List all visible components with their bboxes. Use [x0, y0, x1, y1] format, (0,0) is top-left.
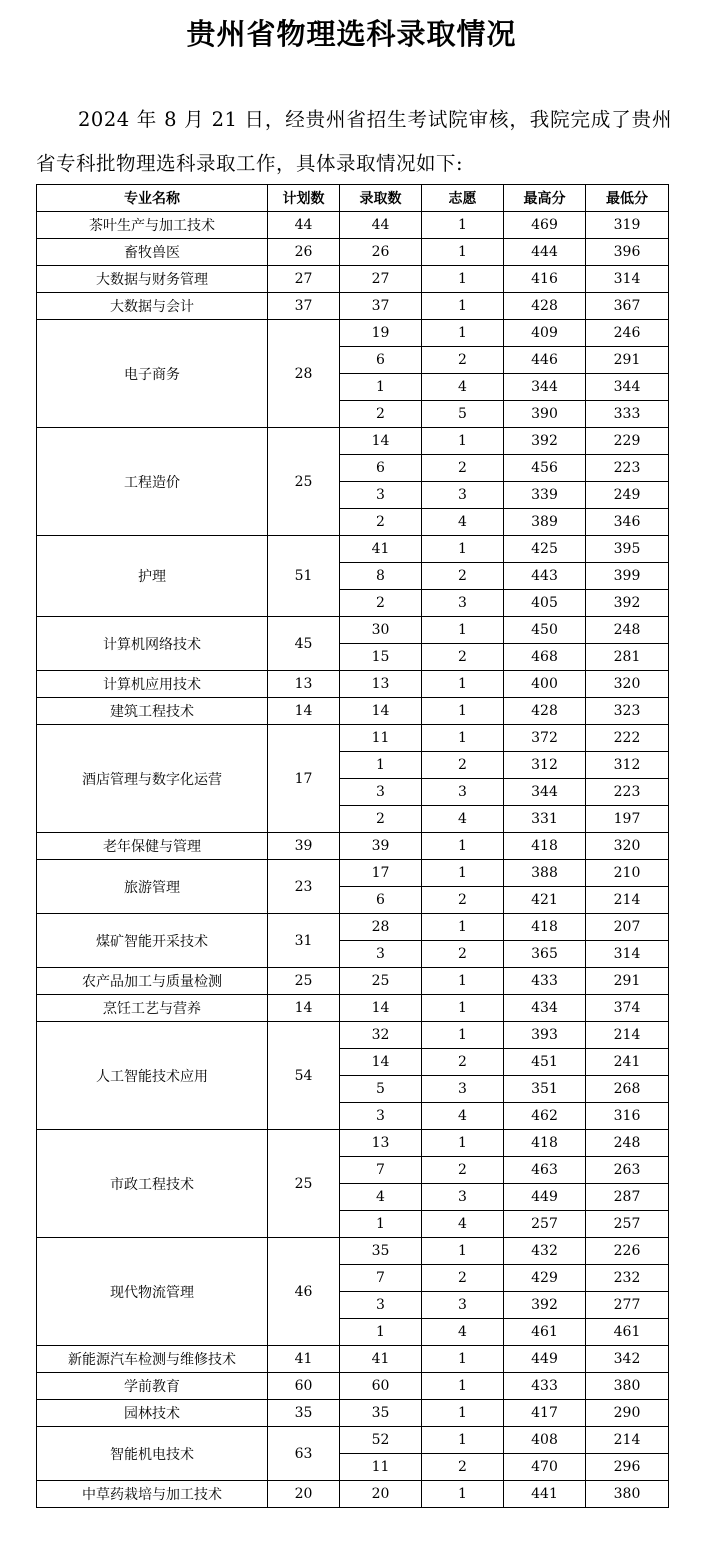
table-row — [37, 914, 669, 941]
min-score-cell: 314 — [586, 941, 669, 968]
max-score-cell: 390 — [504, 401, 586, 428]
table-row — [37, 1373, 669, 1400]
preference-cell: 4 — [422, 1103, 504, 1130]
max-score-cell: 429 — [504, 1265, 586, 1292]
max-score-cell: 351 — [504, 1076, 586, 1103]
admission-table — [36, 184, 669, 1508]
plan-count-cell: 41 — [268, 1346, 340, 1373]
preference-cell: 1 — [422, 320, 504, 347]
preference-cell: 1 — [422, 860, 504, 887]
plan-count-cell: 17 — [268, 725, 340, 833]
major-name-cell: 建筑工程技术 — [37, 698, 268, 725]
preference-cell: 2 — [422, 644, 504, 671]
max-score-cell: 417 — [504, 1400, 586, 1427]
min-score-cell: 346 — [586, 509, 669, 536]
table-row — [37, 968, 669, 995]
table-header-row — [37, 185, 669, 212]
admitted-count-cell: 13 — [340, 671, 422, 698]
admitted-count-cell: 3 — [340, 941, 422, 968]
major-name-cell: 畜牧兽医 — [37, 239, 268, 266]
min-score-cell: 399 — [586, 563, 669, 590]
admitted-count-cell: 30 — [340, 617, 422, 644]
admitted-count-cell: 41 — [340, 536, 422, 563]
major-name-cell: 新能源汽车检测与维修技术 — [37, 1346, 268, 1373]
min-score-cell: 257 — [586, 1211, 669, 1238]
min-score-cell: 291 — [586, 968, 669, 995]
min-score-cell: 248 — [586, 1130, 669, 1157]
min-score-cell: 229 — [586, 428, 669, 455]
table-row — [37, 1238, 669, 1265]
min-score-cell: 344 — [586, 374, 669, 401]
admitted-count-cell: 39 — [340, 833, 422, 860]
min-score-cell: 223 — [586, 779, 669, 806]
preference-cell: 3 — [422, 590, 504, 617]
plan-count-cell: 37 — [268, 293, 340, 320]
max-score-cell: 428 — [504, 698, 586, 725]
plan-count-cell: 23 — [268, 860, 340, 914]
plan-count-cell: 51 — [268, 536, 340, 617]
major-name-cell: 工程造价 — [37, 428, 268, 536]
plan-count-cell: 20 — [268, 1481, 340, 1508]
max-score-cell: 331 — [504, 806, 586, 833]
min-score-cell: 241 — [586, 1049, 669, 1076]
max-score-cell: 469 — [504, 212, 586, 239]
preference-cell: 1 — [422, 671, 504, 698]
major-name-cell: 农产品加工与质量检测 — [37, 968, 268, 995]
max-score-cell: 432 — [504, 1238, 586, 1265]
min-score-cell: 214 — [586, 1427, 669, 1454]
admitted-count-cell: 2 — [340, 590, 422, 617]
min-score-cell: 214 — [586, 1022, 669, 1049]
max-score-cell: 449 — [504, 1184, 586, 1211]
max-score-cell: 449 — [504, 1346, 586, 1373]
preference-cell: 1 — [422, 428, 504, 455]
preference-cell: 4 — [422, 374, 504, 401]
major-name-cell: 电子商务 — [37, 320, 268, 428]
min-score-cell: 197 — [586, 806, 669, 833]
max-score-cell: 434 — [504, 995, 586, 1022]
min-score-cell: 374 — [586, 995, 669, 1022]
preference-cell: 1 — [422, 1022, 504, 1049]
min-score-cell: 287 — [586, 1184, 669, 1211]
preference-cell: 2 — [422, 1157, 504, 1184]
preference-cell: 1 — [422, 1346, 504, 1373]
max-score-cell: 393 — [504, 1022, 586, 1049]
admitted-count-cell: 6 — [340, 347, 422, 374]
max-score-cell: 421 — [504, 887, 586, 914]
min-score-cell: 314 — [586, 266, 669, 293]
admitted-count-cell: 11 — [340, 725, 422, 752]
min-score-cell: 461 — [586, 1319, 669, 1346]
plan-count-cell: 35 — [268, 1400, 340, 1427]
admitted-count-cell: 17 — [340, 860, 422, 887]
max-score-cell: 433 — [504, 968, 586, 995]
min-score-cell: 395 — [586, 536, 669, 563]
min-score-cell: 392 — [586, 590, 669, 617]
major-name-cell: 计算机应用技术 — [37, 671, 268, 698]
preference-cell: 1 — [422, 1373, 504, 1400]
admitted-count-cell: 14 — [340, 428, 422, 455]
preference-cell: 1 — [422, 1400, 504, 1427]
major-name-cell: 中草药栽培与加工技术 — [37, 1481, 268, 1508]
admitted-count-cell: 20 — [340, 1481, 422, 1508]
preference-cell: 2 — [422, 1454, 504, 1481]
table-row — [37, 860, 669, 887]
min-score-cell: 248 — [586, 617, 669, 644]
min-score-cell: 312 — [586, 752, 669, 779]
min-score-cell: 207 — [586, 914, 669, 941]
preference-cell: 3 — [422, 1076, 504, 1103]
min-score-cell: 380 — [586, 1481, 669, 1508]
min-score-cell: 319 — [586, 212, 669, 239]
min-score-cell: 290 — [586, 1400, 669, 1427]
admitted-count-cell: 25 — [340, 968, 422, 995]
max-score-cell: 418 — [504, 833, 586, 860]
admitted-count-cell: 8 — [340, 563, 422, 590]
admitted-count-cell: 60 — [340, 1373, 422, 1400]
table-row — [37, 995, 669, 1022]
max-score-cell: 389 — [504, 509, 586, 536]
min-score-cell: 232 — [586, 1265, 669, 1292]
preference-cell: 1 — [422, 725, 504, 752]
max-score-cell: 444 — [504, 239, 586, 266]
max-score-cell: 388 — [504, 860, 586, 887]
major-name-cell: 学前教育 — [37, 1373, 268, 1400]
table-row — [37, 428, 669, 455]
major-name-cell: 旅游管理 — [37, 860, 268, 914]
admitted-count-cell: 28 — [340, 914, 422, 941]
preference-cell: 1 — [422, 212, 504, 239]
admitted-count-cell: 52 — [340, 1427, 422, 1454]
plan-count-cell: 54 — [268, 1022, 340, 1130]
admitted-count-cell: 27 — [340, 266, 422, 293]
plan-count-cell: 26 — [268, 239, 340, 266]
max-score-cell: 392 — [504, 1292, 586, 1319]
min-score-cell: 320 — [586, 671, 669, 698]
max-score-cell: 312 — [504, 752, 586, 779]
table-row — [37, 536, 669, 563]
max-score-cell: 450 — [504, 617, 586, 644]
plan-count-cell: 31 — [268, 914, 340, 968]
major-name-cell: 老年保健与管理 — [37, 833, 268, 860]
major-name-cell: 护理 — [37, 536, 268, 617]
major-name-cell: 烹饪工艺与营养 — [37, 995, 268, 1022]
max-score-cell: 257 — [504, 1211, 586, 1238]
max-score-cell: 405 — [504, 590, 586, 617]
min-score-cell: 316 — [586, 1103, 669, 1130]
max-score-cell: 441 — [504, 1481, 586, 1508]
plan-count-cell: 27 — [268, 266, 340, 293]
min-score-cell: 320 — [586, 833, 669, 860]
preference-cell: 1 — [422, 293, 504, 320]
preference-cell: 1 — [422, 914, 504, 941]
major-name-cell: 大数据与财务管理 — [37, 266, 268, 293]
preference-cell: 5 — [422, 401, 504, 428]
plan-count-cell: 25 — [268, 1130, 340, 1238]
max-score-cell: 400 — [504, 671, 586, 698]
min-score-cell: 396 — [586, 239, 669, 266]
table-row — [37, 1346, 669, 1373]
table-row — [37, 617, 669, 644]
table-row — [37, 239, 669, 266]
min-score-cell: 277 — [586, 1292, 669, 1319]
max-score-cell: 408 — [504, 1427, 586, 1454]
admitted-count-cell: 4 — [340, 1184, 422, 1211]
admitted-count-cell: 6 — [340, 887, 422, 914]
min-score-cell: 214 — [586, 887, 669, 914]
max-score-cell: 425 — [504, 536, 586, 563]
admitted-count-cell: 41 — [340, 1346, 422, 1373]
table-row — [37, 293, 669, 320]
preference-cell: 3 — [422, 1292, 504, 1319]
intro-paragraph: 2024 年 8 月 21 日，经贵州省招生考试院审核，我院完成了贵州省专科批物理选科录取工作，具体录取情况如下: — [36, 108, 672, 175]
table-row — [37, 1427, 669, 1454]
admitted-count-cell: 32 — [340, 1022, 422, 1049]
header-major-name: 专业名称 — [37, 185, 268, 212]
table-row — [37, 320, 669, 347]
preference-cell: 2 — [422, 563, 504, 590]
max-score-cell: 470 — [504, 1454, 586, 1481]
preference-cell: 1 — [422, 617, 504, 644]
preference-cell: 2 — [422, 347, 504, 374]
max-score-cell: 339 — [504, 482, 586, 509]
max-score-cell: 409 — [504, 320, 586, 347]
max-score-cell: 365 — [504, 941, 586, 968]
major-name-cell: 人工智能技术应用 — [37, 1022, 268, 1130]
preference-cell: 2 — [422, 455, 504, 482]
min-score-cell: 249 — [586, 482, 669, 509]
preference-cell: 3 — [422, 779, 504, 806]
max-score-cell: 433 — [504, 1373, 586, 1400]
major-name-cell: 智能机电技术 — [37, 1427, 268, 1481]
table-row — [37, 212, 669, 239]
max-score-cell: 443 — [504, 563, 586, 590]
max-score-cell: 418 — [504, 1130, 586, 1157]
admitted-count-cell: 14 — [340, 698, 422, 725]
admitted-count-cell: 15 — [340, 644, 422, 671]
min-score-cell: 296 — [586, 1454, 669, 1481]
plan-count-cell: 63 — [268, 1427, 340, 1481]
preference-cell: 3 — [422, 482, 504, 509]
table-row — [37, 266, 669, 293]
min-score-cell: 222 — [586, 725, 669, 752]
major-name-cell: 园林技术 — [37, 1400, 268, 1427]
admitted-count-cell: 3 — [340, 1292, 422, 1319]
min-score-cell: 223 — [586, 455, 669, 482]
plan-count-cell: 39 — [268, 833, 340, 860]
admitted-count-cell: 1 — [340, 1211, 422, 1238]
preference-cell: 1 — [422, 239, 504, 266]
major-name-cell: 酒店管理与数字化运营 — [37, 725, 268, 833]
min-score-cell: 291 — [586, 347, 669, 374]
admitted-count-cell: 37 — [340, 293, 422, 320]
header-max-score: 最高分 — [504, 185, 586, 212]
page-title: 贵州省物理选科录取情况 — [186, 17, 517, 51]
admitted-count-cell: 5 — [340, 1076, 422, 1103]
header-plan-count: 计划数 — [268, 185, 340, 212]
preference-cell: 4 — [422, 1319, 504, 1346]
plan-count-cell: 25 — [268, 968, 340, 995]
header-min-score: 最低分 — [586, 185, 669, 212]
plan-count-cell: 46 — [268, 1238, 340, 1346]
min-score-cell: 246 — [586, 320, 669, 347]
min-score-cell: 268 — [586, 1076, 669, 1103]
header-admitted-count: 录取数 — [340, 185, 422, 212]
preference-cell: 2 — [422, 887, 504, 914]
admitted-count-cell: 11 — [340, 1454, 422, 1481]
table-body — [37, 212, 669, 1508]
preference-cell: 2 — [422, 941, 504, 968]
preference-cell: 4 — [422, 1211, 504, 1238]
preference-cell: 4 — [422, 509, 504, 536]
preference-cell: 2 — [422, 752, 504, 779]
admitted-count-cell: 1 — [340, 1319, 422, 1346]
max-score-cell: 344 — [504, 374, 586, 401]
min-score-cell: 342 — [586, 1346, 669, 1373]
preference-cell: 3 — [422, 1184, 504, 1211]
min-score-cell: 281 — [586, 644, 669, 671]
table-row — [37, 1481, 669, 1508]
table-row — [37, 698, 669, 725]
preference-cell: 2 — [422, 1049, 504, 1076]
preference-cell: 1 — [422, 266, 504, 293]
min-score-cell: 226 — [586, 1238, 669, 1265]
admitted-count-cell: 35 — [340, 1400, 422, 1427]
header-preference: 志愿 — [422, 185, 504, 212]
plan-count-cell: 14 — [268, 698, 340, 725]
admitted-count-cell: 14 — [340, 1049, 422, 1076]
admitted-count-cell: 35 — [340, 1238, 422, 1265]
admitted-count-cell: 13 — [340, 1130, 422, 1157]
min-score-cell: 323 — [586, 698, 669, 725]
preference-cell: 1 — [422, 1427, 504, 1454]
preference-cell: 4 — [422, 806, 504, 833]
table-row — [37, 1130, 669, 1157]
preference-cell: 1 — [422, 995, 504, 1022]
admitted-count-cell: 14 — [340, 995, 422, 1022]
major-name-cell: 现代物流管理 — [37, 1238, 268, 1346]
max-score-cell: 416 — [504, 266, 586, 293]
preference-cell: 1 — [422, 833, 504, 860]
max-score-cell: 372 — [504, 725, 586, 752]
plan-count-cell: 13 — [268, 671, 340, 698]
admitted-count-cell: 3 — [340, 482, 422, 509]
max-score-cell: 451 — [504, 1049, 586, 1076]
preference-cell: 1 — [422, 968, 504, 995]
plan-count-cell: 45 — [268, 617, 340, 671]
max-score-cell: 462 — [504, 1103, 586, 1130]
admitted-count-cell: 19 — [340, 320, 422, 347]
admitted-count-cell: 2 — [340, 509, 422, 536]
preference-cell: 1 — [422, 1238, 504, 1265]
max-score-cell: 418 — [504, 914, 586, 941]
admitted-count-cell: 44 — [340, 212, 422, 239]
admitted-count-cell: 2 — [340, 401, 422, 428]
admitted-count-cell: 1 — [340, 752, 422, 779]
preference-cell: 1 — [422, 1130, 504, 1157]
max-score-cell: 463 — [504, 1157, 586, 1184]
major-name-cell: 计算机网络技术 — [37, 617, 268, 671]
plan-count-cell: 28 — [268, 320, 340, 428]
admitted-count-cell: 7 — [340, 1265, 422, 1292]
major-name-cell: 市政工程技术 — [37, 1130, 268, 1238]
max-score-cell: 461 — [504, 1319, 586, 1346]
admitted-count-cell: 3 — [340, 1103, 422, 1130]
min-score-cell: 367 — [586, 293, 669, 320]
max-score-cell: 446 — [504, 347, 586, 374]
table-row — [37, 1400, 669, 1427]
major-name-cell: 大数据与会计 — [37, 293, 268, 320]
preference-cell: 2 — [422, 1265, 504, 1292]
min-score-cell: 210 — [586, 860, 669, 887]
admitted-count-cell: 7 — [340, 1157, 422, 1184]
min-score-cell: 333 — [586, 401, 669, 428]
max-score-cell: 468 — [504, 644, 586, 671]
plan-count-cell: 14 — [268, 995, 340, 1022]
admitted-count-cell: 3 — [340, 779, 422, 806]
preference-cell: 1 — [422, 698, 504, 725]
max-score-cell: 456 — [504, 455, 586, 482]
table-row — [37, 725, 669, 752]
plan-count-cell: 60 — [268, 1373, 340, 1400]
major-name-cell: 茶叶生产与加工技术 — [37, 212, 268, 239]
plan-count-cell: 44 — [268, 212, 340, 239]
preference-cell: 1 — [422, 536, 504, 563]
admitted-count-cell: 1 — [340, 374, 422, 401]
table-row — [37, 833, 669, 860]
max-score-cell: 428 — [504, 293, 586, 320]
major-name-cell: 煤矿智能开采技术 — [37, 914, 268, 968]
preference-cell: 1 — [422, 1481, 504, 1508]
admitted-count-cell: 6 — [340, 455, 422, 482]
admitted-count-cell: 26 — [340, 239, 422, 266]
min-score-cell: 380 — [586, 1373, 669, 1400]
min-score-cell: 263 — [586, 1157, 669, 1184]
table-row — [37, 671, 669, 698]
admitted-count-cell: 2 — [340, 806, 422, 833]
table-row — [37, 1022, 669, 1049]
max-score-cell: 392 — [504, 428, 586, 455]
plan-count-cell: 25 — [268, 428, 340, 536]
max-score-cell: 344 — [504, 779, 586, 806]
